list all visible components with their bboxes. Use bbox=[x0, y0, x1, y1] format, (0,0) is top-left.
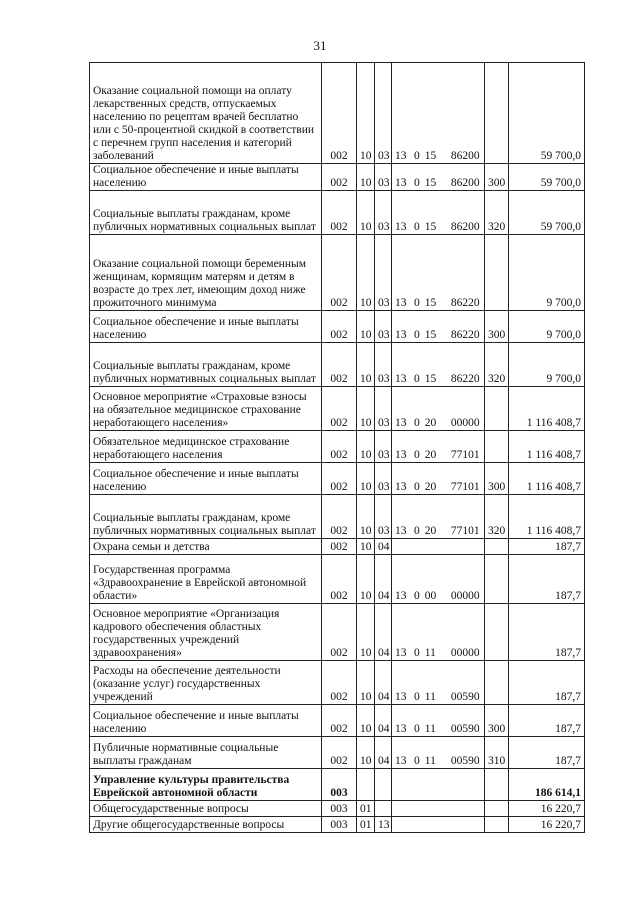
target-article-cell bbox=[392, 769, 485, 801]
subsection-code-cell: 03 bbox=[375, 463, 392, 495]
subsection-code-cell: 04 bbox=[375, 604, 392, 661]
expense-type-cell bbox=[485, 387, 509, 431]
target-article-cell bbox=[392, 311, 485, 343]
grbs-code-cell: 002 bbox=[322, 495, 357, 539]
expense-type-cell bbox=[485, 539, 509, 555]
target-article-program: 13 bbox=[395, 755, 407, 767]
table-row bbox=[90, 311, 585, 343]
expense-type-cell bbox=[485, 661, 509, 705]
section-code-cell: 10 bbox=[357, 463, 375, 495]
table-row bbox=[90, 164, 585, 191]
expense-type-cell: 310 bbox=[485, 737, 509, 769]
expense-type-cell bbox=[485, 769, 509, 801]
grbs-code-cell: 003 bbox=[322, 817, 357, 833]
amount-cell: 186 614,1 bbox=[509, 769, 585, 801]
target-article-cell bbox=[392, 539, 485, 555]
section-code-cell: 10 bbox=[357, 495, 375, 539]
row-name-cell: Оказание социальной помощи беременным женщинам, кормящим матерям и детям в возрасте до трех лет, имеющим доход ниже прожиточного минимума bbox=[90, 235, 322, 311]
subsection-code-cell: 04 bbox=[375, 539, 392, 555]
section-code-cell: 10 bbox=[357, 343, 375, 387]
row-name-cell: Управление культуры правительства Еврейской автономной области bbox=[90, 769, 322, 801]
subsection-code-cell: 03 bbox=[375, 63, 392, 164]
row-name-cell: Социальное обеспечение и иные выплаты населению bbox=[90, 311, 322, 343]
row-name-cell: Социальные выплаты гражданам, кроме публичных нормативных социальных выплат bbox=[90, 495, 322, 539]
target-article-direction: 00590 bbox=[450, 723, 480, 735]
grbs-code-cell: 003 bbox=[322, 801, 357, 817]
target-article-program: 13 bbox=[395, 647, 407, 659]
expense-type-cell bbox=[485, 555, 509, 604]
table-row bbox=[90, 539, 585, 555]
target-article-event: 15 bbox=[424, 150, 437, 162]
amount-cell: 1 116 408,7 bbox=[509, 431, 585, 463]
section-code-cell: 10 bbox=[357, 164, 375, 191]
table-row bbox=[90, 63, 585, 164]
row-name-cell: Социальные выплаты гражданам, кроме публичных нормативных социальных выплат bbox=[90, 343, 322, 387]
amount-cell: 187,7 bbox=[509, 539, 585, 555]
target-article-cell bbox=[392, 705, 485, 737]
target-article-cell bbox=[392, 191, 485, 235]
target-article-subprogram: 0 bbox=[414, 329, 420, 341]
target-article-subprogram: 0 bbox=[414, 691, 420, 703]
expense-type-cell bbox=[485, 431, 509, 463]
target-article-direction: 86200 bbox=[450, 150, 480, 162]
target-article-subprogram: 0 bbox=[414, 417, 420, 429]
target-article-cell bbox=[392, 555, 485, 604]
amount-cell: 16 220,7 bbox=[509, 801, 585, 817]
target-article-event: 11 bbox=[424, 647, 436, 659]
target-article-program: 13 bbox=[395, 150, 407, 162]
expense-type-cell bbox=[485, 801, 509, 817]
subsection-code-cell: 03 bbox=[375, 191, 392, 235]
target-article-program: 13 bbox=[395, 481, 407, 493]
table-row bbox=[90, 463, 585, 495]
row-name-cell: Другие общегосударственные вопросы bbox=[90, 817, 322, 833]
section-code-cell: 10 bbox=[357, 235, 375, 311]
subsection-code-cell: 04 bbox=[375, 661, 392, 705]
expense-type-cell: 320 bbox=[485, 343, 509, 387]
row-name-cell: Оказание социальной помощи на оплату лекарственных средств, отпускаемых населению по рецептам врачей бесплатно или с 50-процентной скидкой в соответствии с перечнем групп населения и категорий заболеваний bbox=[90, 63, 322, 164]
grbs-code-cell: 002 bbox=[322, 463, 357, 495]
target-article-program: 13 bbox=[395, 297, 407, 309]
section-code-cell: 01 bbox=[357, 817, 375, 833]
section-code-cell: 10 bbox=[357, 431, 375, 463]
target-article-program: 13 bbox=[395, 723, 407, 735]
grbs-code-cell: 002 bbox=[322, 705, 357, 737]
target-article-cell bbox=[392, 387, 485, 431]
budget-table bbox=[89, 62, 585, 833]
target-article-cell bbox=[392, 164, 485, 191]
amount-cell: 9 700,0 bbox=[509, 311, 585, 343]
grbs-code-cell: 003 bbox=[322, 769, 357, 801]
expense-type-cell: 320 bbox=[485, 191, 509, 235]
amount-cell: 187,7 bbox=[509, 737, 585, 769]
row-name-cell: Социальное обеспечение и иные выплаты населению bbox=[90, 463, 322, 495]
target-article-cell bbox=[392, 235, 485, 311]
amount-cell: 1 116 408,7 bbox=[509, 387, 585, 431]
target-article-cell bbox=[392, 801, 485, 817]
target-article-subprogram: 0 bbox=[414, 755, 420, 767]
table-row bbox=[90, 769, 585, 801]
target-article-direction: 86200 bbox=[450, 221, 480, 233]
target-article-direction: 77101 bbox=[450, 449, 480, 461]
grbs-code-cell: 002 bbox=[322, 343, 357, 387]
target-article-subprogram: 0 bbox=[414, 373, 420, 385]
table-row bbox=[90, 555, 585, 604]
target-article-direction: 77101 bbox=[450, 481, 480, 493]
row-name-cell: Общегосударственные вопросы bbox=[90, 801, 322, 817]
grbs-code-cell: 002 bbox=[322, 661, 357, 705]
subsection-code-cell: 03 bbox=[375, 431, 392, 463]
row-name-cell: Государственная программа «Здравоохранение в Еврейской автономной области» bbox=[90, 555, 322, 604]
target-article-direction: 86200 bbox=[450, 177, 480, 189]
expense-type-cell: 300 bbox=[485, 311, 509, 343]
grbs-code-cell: 002 bbox=[322, 235, 357, 311]
amount-cell: 187,7 bbox=[509, 661, 585, 705]
target-article-subprogram: 0 bbox=[414, 449, 420, 461]
target-article-subprogram: 0 bbox=[414, 297, 420, 309]
target-article-program: 13 bbox=[395, 329, 407, 341]
target-article-event: 20 bbox=[424, 449, 437, 461]
subsection-code-cell: 13 bbox=[375, 817, 392, 833]
target-article-direction: 00590 bbox=[450, 755, 480, 767]
target-article-direction: 86220 bbox=[450, 329, 480, 341]
table-row bbox=[90, 817, 585, 833]
target-article-direction: 00000 bbox=[450, 590, 480, 602]
grbs-code-cell: 002 bbox=[322, 311, 357, 343]
table-row bbox=[90, 737, 585, 769]
amount-cell: 1 116 408,7 bbox=[509, 463, 585, 495]
target-article-direction: 86220 bbox=[450, 373, 480, 385]
target-article-subprogram: 0 bbox=[414, 481, 420, 493]
target-article-program: 13 bbox=[395, 449, 407, 461]
target-article-cell bbox=[392, 431, 485, 463]
target-article-program: 13 bbox=[395, 177, 407, 189]
target-article-event: 00 bbox=[424, 590, 437, 602]
target-article-program: 13 bbox=[395, 525, 407, 537]
target-article-subprogram: 0 bbox=[414, 177, 420, 189]
section-code-cell: 10 bbox=[357, 737, 375, 769]
target-article-cell bbox=[392, 737, 485, 769]
page-number: 31 bbox=[313, 38, 327, 53]
row-name-cell: Расходы на обеспечение деятельности (оказание услуг) государственных учреждений bbox=[90, 661, 322, 705]
expense-type-cell bbox=[485, 63, 509, 164]
amount-cell: 59 700,0 bbox=[509, 164, 585, 191]
amount-cell: 187,7 bbox=[509, 604, 585, 661]
subsection-code-cell: 03 bbox=[375, 343, 392, 387]
amount-cell: 59 700,0 bbox=[509, 63, 585, 164]
table-row bbox=[90, 661, 585, 705]
target-article-subprogram: 0 bbox=[414, 221, 420, 233]
amount-cell: 9 700,0 bbox=[509, 235, 585, 311]
grbs-code-cell: 002 bbox=[322, 604, 357, 661]
amount-cell: 59 700,0 bbox=[509, 191, 585, 235]
table-row bbox=[90, 343, 585, 387]
target-article-direction: 77101 bbox=[450, 525, 480, 537]
table-row bbox=[90, 191, 585, 235]
target-article-event: 20 bbox=[424, 417, 437, 429]
section-code-cell: 10 bbox=[357, 555, 375, 604]
table-row bbox=[90, 431, 585, 463]
target-article-program: 13 bbox=[395, 373, 407, 385]
subsection-code-cell bbox=[375, 801, 392, 817]
target-article-subprogram: 0 bbox=[414, 647, 420, 659]
subsection-code-cell: 03 bbox=[375, 387, 392, 431]
section-code-cell: 10 bbox=[357, 539, 375, 555]
target-article-direction: 00000 bbox=[450, 647, 480, 659]
target-article-event: 11 bbox=[424, 755, 436, 767]
table-row bbox=[90, 705, 585, 737]
subsection-code-cell: 03 bbox=[375, 164, 392, 191]
target-article-cell bbox=[392, 463, 485, 495]
target-article-subprogram: 0 bbox=[414, 590, 420, 602]
row-name-cell: Социальное обеспечение и иные выплаты населению bbox=[90, 705, 322, 737]
subsection-code-cell: 04 bbox=[375, 705, 392, 737]
target-article-program: 13 bbox=[395, 221, 407, 233]
target-article-event: 11 bbox=[424, 723, 436, 735]
target-article-event: 11 bbox=[424, 691, 436, 703]
expense-type-cell: 300 bbox=[485, 705, 509, 737]
amount-cell: 187,7 bbox=[509, 705, 585, 737]
grbs-code-cell: 002 bbox=[322, 387, 357, 431]
table-row bbox=[90, 604, 585, 661]
row-name-cell: Социальные выплаты гражданам, кроме публичных нормативных социальных выплат bbox=[90, 191, 322, 235]
amount-cell: 1 116 408,7 bbox=[509, 495, 585, 539]
subsection-code-cell: 03 bbox=[375, 235, 392, 311]
target-article-subprogram: 0 bbox=[414, 723, 420, 735]
section-code-cell: 10 bbox=[357, 661, 375, 705]
grbs-code-cell: 002 bbox=[322, 63, 357, 164]
target-article-direction: 00000 bbox=[450, 417, 480, 429]
target-article-program: 13 bbox=[395, 417, 407, 429]
target-article-event: 15 bbox=[424, 373, 437, 385]
subsection-code-cell: 03 bbox=[375, 311, 392, 343]
target-article-cell bbox=[392, 661, 485, 705]
row-name-cell: Обязательное медицинское страхование неработающего населения bbox=[90, 431, 322, 463]
expense-type-cell: 320 bbox=[485, 495, 509, 539]
table-row bbox=[90, 495, 585, 539]
grbs-code-cell: 002 bbox=[322, 191, 357, 235]
target-article-event: 15 bbox=[424, 177, 437, 189]
target-article-cell bbox=[392, 63, 485, 164]
section-code-cell: 10 bbox=[357, 63, 375, 164]
grbs-code-cell: 002 bbox=[322, 539, 357, 555]
row-name-cell: Охрана семьи и детства bbox=[90, 539, 322, 555]
grbs-code-cell: 002 bbox=[322, 164, 357, 191]
row-name-cell: Основное мероприятие «Страховые взносы на обязательное медицинское страхование неработающего населения» bbox=[90, 387, 322, 431]
row-name-cell: Социальное обеспечение и иные выплаты населению bbox=[90, 164, 322, 191]
target-article-cell bbox=[392, 604, 485, 661]
target-article-subprogram: 0 bbox=[414, 525, 420, 537]
expense-type-cell bbox=[485, 235, 509, 311]
target-article-event: 20 bbox=[424, 525, 437, 537]
amount-cell: 9 700,0 bbox=[509, 343, 585, 387]
target-article-cell bbox=[392, 343, 485, 387]
section-code-cell: 10 bbox=[357, 191, 375, 235]
target-article-event: 20 bbox=[424, 481, 437, 493]
target-article-direction: 00590 bbox=[450, 691, 480, 703]
target-article-program: 13 bbox=[395, 691, 407, 703]
target-article-direction: 86220 bbox=[450, 297, 480, 309]
grbs-code-cell: 002 bbox=[322, 431, 357, 463]
target-article-event: 15 bbox=[424, 221, 437, 233]
target-article-cell bbox=[392, 495, 485, 539]
grbs-code-cell: 002 bbox=[322, 737, 357, 769]
expense-type-cell bbox=[485, 817, 509, 833]
subsection-code-cell: 04 bbox=[375, 737, 392, 769]
table-row bbox=[90, 235, 585, 311]
target-article-subprogram: 0 bbox=[414, 150, 420, 162]
expense-type-cell bbox=[485, 604, 509, 661]
table-row bbox=[90, 387, 585, 431]
expense-type-cell: 300 bbox=[485, 463, 509, 495]
row-name-cell: Основное мероприятие «Организация кадрового обеспечения областных государственных учреждений здравоохранения» bbox=[90, 604, 322, 661]
target-article-event: 15 bbox=[424, 297, 437, 309]
section-code-cell bbox=[357, 769, 375, 801]
section-code-cell: 10 bbox=[357, 311, 375, 343]
expense-type-cell: 300 bbox=[485, 164, 509, 191]
section-code-cell: 10 bbox=[357, 387, 375, 431]
target-article-event: 15 bbox=[424, 329, 437, 341]
subsection-code-cell: 04 bbox=[375, 555, 392, 604]
budget-table-body bbox=[90, 63, 585, 833]
row-name-cell: Публичные нормативные социальные выплаты гражданам bbox=[90, 737, 322, 769]
grbs-code-cell: 002 bbox=[322, 555, 357, 604]
target-article-cell bbox=[392, 817, 485, 833]
section-code-cell: 10 bbox=[357, 604, 375, 661]
table-row bbox=[90, 801, 585, 817]
subsection-code-cell: 03 bbox=[375, 495, 392, 539]
section-code-cell: 01 bbox=[357, 801, 375, 817]
amount-cell: 187,7 bbox=[509, 555, 585, 604]
section-code-cell: 10 bbox=[357, 705, 375, 737]
amount-cell: 16 220,7 bbox=[509, 817, 585, 833]
subsection-code-cell bbox=[375, 769, 392, 801]
target-article-program: 13 bbox=[395, 590, 407, 602]
